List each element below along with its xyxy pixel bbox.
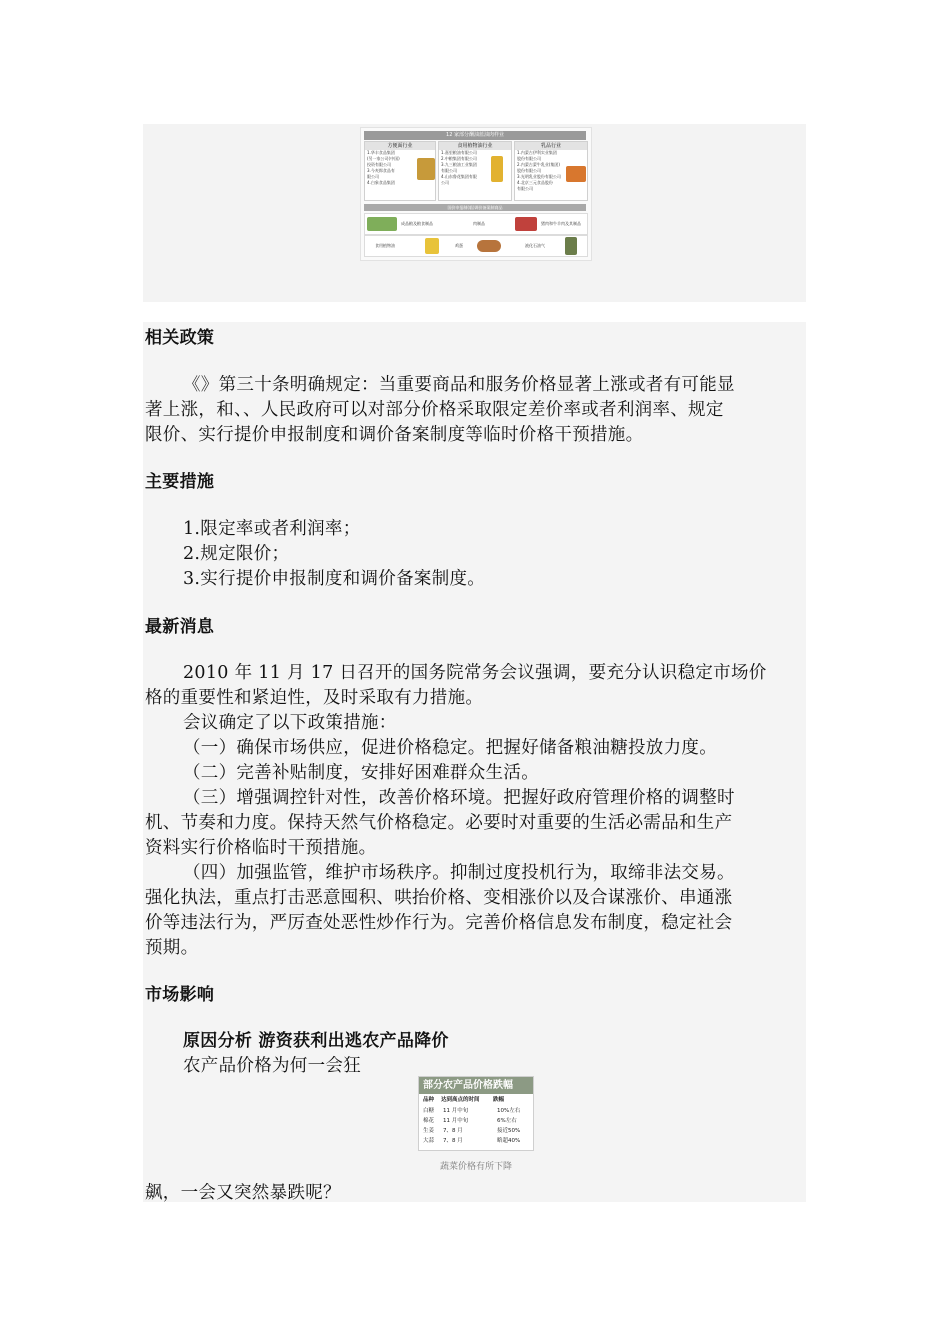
column-line: 股份有限公司 (517, 156, 541, 161)
row-cell: 成品粮及粮食制品 (401, 221, 433, 226)
infographic-row-2 (364, 235, 588, 257)
news-line: 会议确定了以下政策措施： (183, 713, 397, 733)
table-header-row (421, 1096, 531, 1105)
column-line: 4.山东鲁花集团有限 (441, 174, 477, 179)
infographic-row-1 (364, 213, 588, 235)
meat-picture (515, 217, 537, 231)
price-control-infographic (360, 127, 592, 261)
news-line: 强化执法，重点打击恶意囤积、哄抬价格、变相涨价以及合谋涨价、串通涨 (145, 888, 733, 908)
table-cell: 接近50% (497, 1128, 521, 1134)
table-cell: 7、8 月 (443, 1138, 463, 1144)
table-cell: 棉花 (423, 1118, 435, 1124)
news-line: （四）加强监管，维护市场秩序。抑制过度投机行为，取缔非法交易。 (183, 863, 735, 883)
market-line: 农产品价格为何一会狂 (183, 1056, 361, 1076)
infographic-title: 12 家部分酬油蓝油肉样业 (446, 132, 504, 138)
noodle-cup-picture (417, 158, 435, 180)
column-heading: 方便面行业 (365, 142, 435, 150)
price-drop-table-image (418, 1076, 534, 1151)
column-line: 1.嘉里粮油有限公司 (441, 150, 477, 155)
column-line: 4.北京三元食品股份 (517, 180, 553, 185)
table-header-bar (419, 1077, 533, 1094)
row-cell: 液化石油气 (525, 243, 545, 248)
table-row (421, 1127, 531, 1136)
column-line: 有限公司 (517, 186, 533, 191)
oil-bottle-picture (491, 156, 503, 182)
news-line: 机、节奏和力度。保持天然气价格稳定。必要时对重要的生活必需品和生产 (145, 813, 733, 833)
policy-line: 著上涨，和、、人民政府可以对部分价格采取限定差价率或者利润率、规定 (145, 400, 724, 420)
table-header-cell: 达到高点的时间 (441, 1097, 480, 1103)
milk-box-picture (566, 166, 586, 182)
column-heading: 乳品行业 (515, 142, 587, 150)
row-cell: 猪肉和牛羊肉及其制品 (541, 221, 581, 226)
table-cell: 白糖 (423, 1108, 435, 1114)
column-heading: 食用植物油行业 (439, 142, 511, 150)
column-line: 2.内蒙古蒙牛乳业(集团) (517, 162, 560, 167)
column-line: (另一家公司(中国) (367, 156, 400, 161)
measures-heading: 主要措施 (145, 472, 215, 492)
table-cell: 大蒜 (423, 1138, 435, 1144)
policy-line: 《》第三十条明确规定：当重要商品和服务价格显著上涨或者有可能显 (183, 375, 735, 395)
news-line: 预期。 (145, 938, 199, 958)
column-line: 4.白象食品集团 (367, 180, 395, 185)
row-cell: 肉制品 (473, 221, 485, 226)
table-row (421, 1137, 531, 1146)
column-line: 3.九三粮油工业集团 (441, 162, 477, 167)
table-cell: 生姜 (423, 1128, 435, 1134)
table-title: 部分农产品价格跌幅 (423, 1080, 513, 1091)
market-heading: 市场影响 (145, 985, 215, 1005)
measure-item: 2.规定限价； (183, 544, 290, 564)
image-caption: 蔬菜价格有所下降 (439, 1162, 512, 1172)
policy-line: 限价、实行提价申报制度和调价备案制度等临时价格干预措施。 (145, 425, 644, 445)
policy-heading: 相关政策 (145, 328, 215, 348)
top-image-frame (143, 124, 806, 302)
news-line: （二）完善补贴制度，安排好困难群众生活。 (183, 763, 539, 783)
news-line: （一）确保市场供应，促进价格稳定。把握好储备粮油糖投放力度。 (183, 738, 717, 758)
table-header-cell: 跌幅 (493, 1097, 505, 1103)
table-cell: 略超40% (497, 1138, 521, 1144)
measure-item: 3.实行提价申报制度和调价备案制度。 (183, 569, 486, 589)
column-line: 股份有限公司 (517, 168, 541, 173)
news-line: 资料实行价格临时干预措施。 (145, 838, 377, 858)
column-line: 3.今麦郎食品有 (367, 168, 395, 173)
table-row (421, 1117, 531, 1126)
column-line: 2.中粮集团有限公司 (441, 156, 477, 161)
row-cell: 食用植物油 (375, 243, 395, 248)
column-line: 限公司 (367, 174, 379, 179)
news-line: （三）增强调控针对性，改善价格环境。把握好政府管理价格的调整时 (183, 788, 735, 808)
table-cell: 11 月中旬 (443, 1108, 469, 1114)
news-line: 价等违法行为，严厉查处恶性炒作行为。完善价格信息发布制度，稳定社会 (145, 913, 733, 933)
news-heading: 最新消息 (145, 617, 215, 637)
market-line: 飙，一会又突然暴跌呢？ (145, 1183, 341, 1203)
eggs-picture (477, 240, 501, 252)
infographic-header (364, 131, 586, 140)
table-cell: 7、8 月 (443, 1128, 463, 1134)
column-line: 1.内蒙古伊利实业集团 (517, 150, 557, 155)
row-cell: 鸡蛋 (455, 243, 463, 248)
column-line: 1.华丰食品集团 (367, 150, 395, 155)
table-cell: 11 月中旬 (443, 1118, 469, 1124)
oil-jug-picture (425, 238, 439, 254)
table-row (421, 1107, 531, 1116)
column-line: 有限公司 (441, 168, 457, 173)
table-cell: 6%左右 (497, 1118, 517, 1124)
measure-item: 1.限定率或者利润率； (183, 519, 361, 539)
table-header-cell: 品种 (423, 1097, 435, 1103)
column-line: 3.光明乳业股份有限公司 (517, 174, 561, 179)
market-subheading: 原因分析 游资获利出逃农产品降价 (183, 1031, 449, 1051)
column-line: 投资有限公司 (367, 162, 391, 167)
band-title: 国价申报制(临)调价备案制商品 (447, 205, 503, 210)
news-line: 格的重要性和紧迫性，及时采取有力措施。 (145, 688, 484, 708)
infographic-band (364, 204, 586, 211)
grain-picture (367, 217, 397, 231)
gas-cylinder-picture (565, 237, 577, 255)
column-line: 公司 (441, 180, 449, 185)
table-cell: 10%左右 (497, 1108, 521, 1114)
news-line: 2010 年 11 月 17 日召开的国务院常务会议强调，要充分认识稳定市场价 (183, 663, 767, 683)
